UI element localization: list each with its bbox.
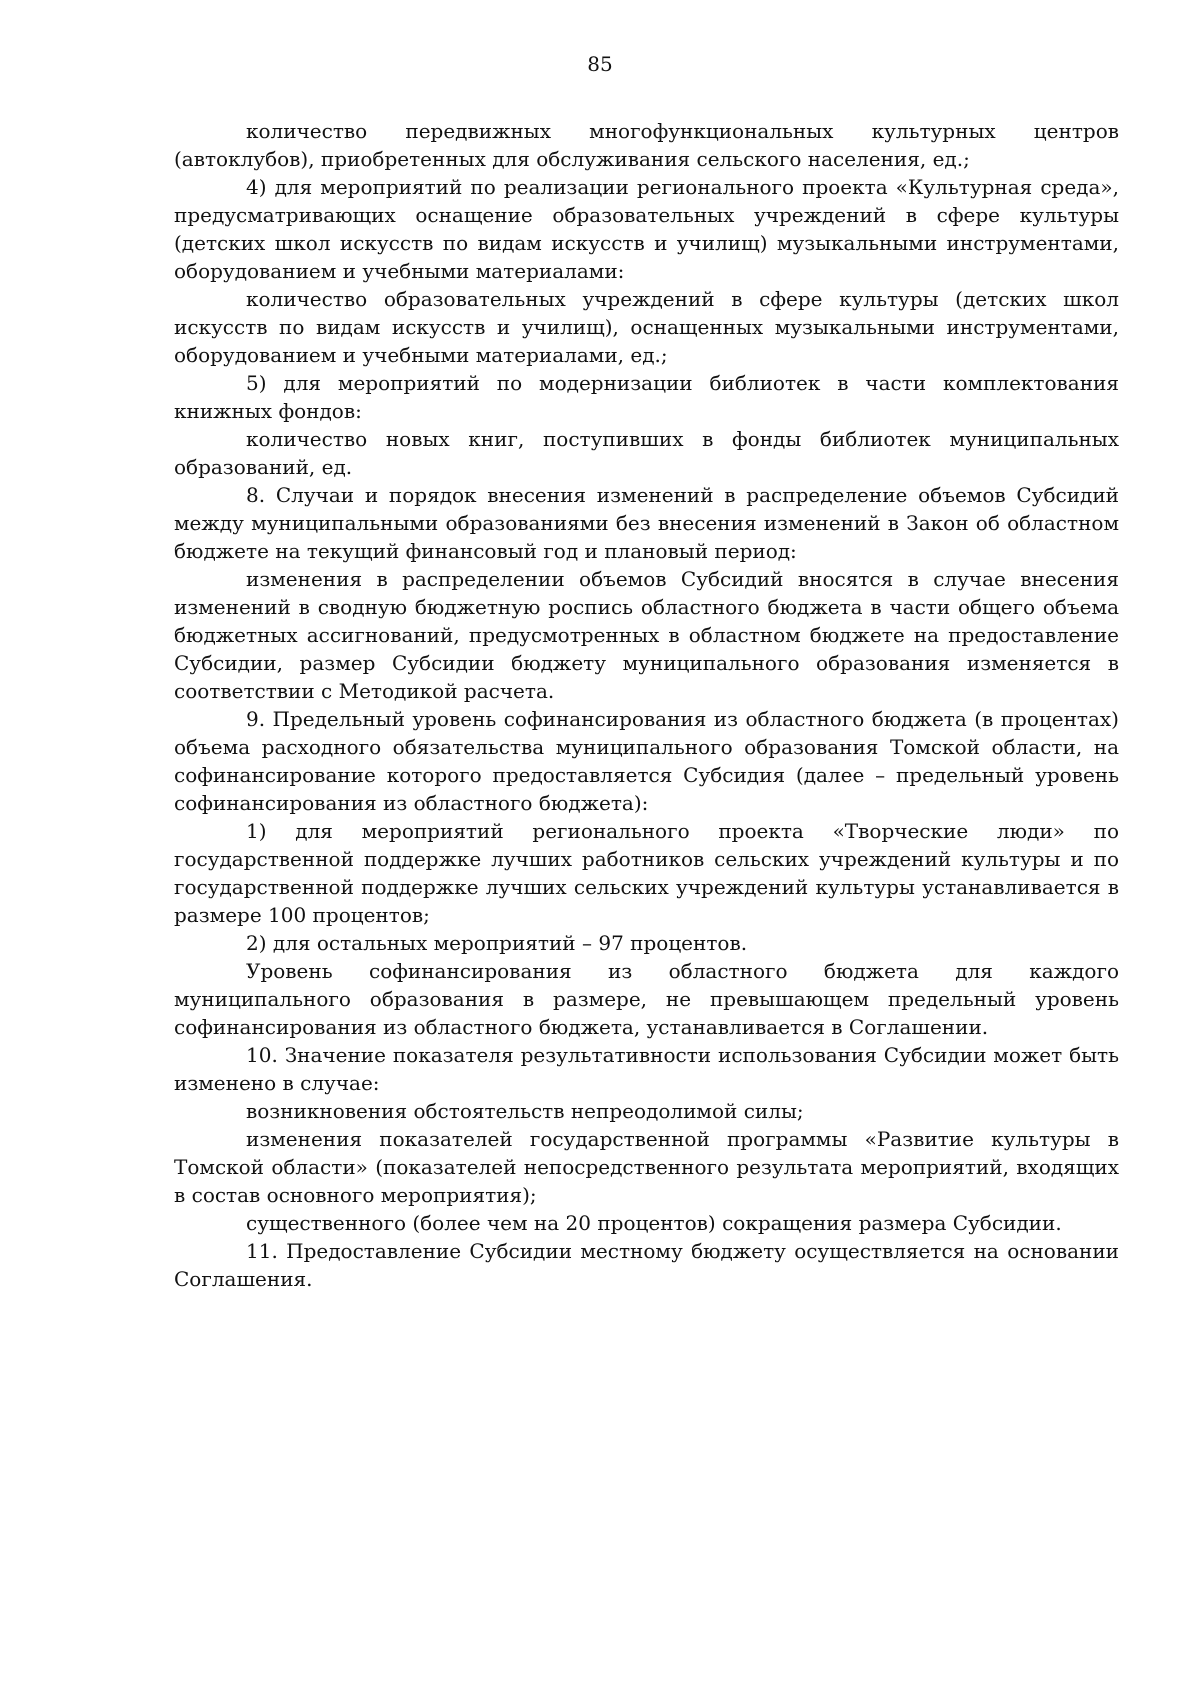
document-body [174,117,1119,1293]
paragraph: 9. Предельный уровень софинансирования из областного бюджета (в процентах) объема расходного обязательства муниципального образования Томской области, на софинансирование которого предоставляется Субсидия (далее – предельный уровень софинансирования из областного бюджета): [174,707,1119,815]
paragraph: существенного (более чем на 20 процентов) сокращения размера Субсидии. [246,1211,1062,1235]
paragraph: 5) для мероприятий по модернизации библиотек в части комплектования книжных фондов: [174,371,1119,423]
paragraph: 2) для остальных мероприятий – 97 процентов. [246,931,748,955]
paragraph: изменения в распределении объемов Субсидий вносятся в случае внесения изменений в сводную бюджетную роспись областного бюджета в части общего объема бюджетных ассигнований, предусмотренных в областном бюджете на предоставление Субсидии, размер Субсидии бюджету муниципального образования изменяется в соответствии с Методикой расчета. [174,567,1119,703]
paragraph: количество передвижных многофункциональных культурных центров (автоклубов), приобретенных для обслуживания сельского населения, ед.; [174,119,1119,171]
paragraph: 1) для мероприятий регионального проекта «Творческие люди» по государственной поддержке лучших работников сельских учреждений культуры и по государственной поддержке лучших сельских учреждений культуры устанавливается в размере 100 процентов; [174,819,1119,927]
paragraph: 11. Предоставление Субсидии местному бюджету осуществляется на основании Соглашения. [174,1239,1119,1291]
paragraph: Уровень софинансирования из областного бюджета для каждого муниципального образования в размере, не превышающем предельный уровень софинансирования из областного бюджета, устанавливается в Соглашении. [174,959,1119,1039]
paragraph: изменения показателей государственной программы «Развитие культуры в Томской области» (показателей непосредственного результата мероприятий, входящих в состав основного мероприятия); [174,1127,1119,1207]
paragraph: количество новых книг, поступивших в фонды библиотек муниципальных образований, ед. [174,427,1119,479]
paragraph: 4) для мероприятий по реализации регионального проекта «Культурная среда», предусматривающих оснащение образовательных учреждений в сфере культуры (детских школ искусств по видам искусств и училищ) музыкальными инструментами, оборудованием и учебными материалами: [174,175,1119,283]
paragraph: количество образовательных учреждений в сфере культуры (детских школ искусств по видам искусств и училищ), оснащенных музыкальными инструментами, оборудованием и учебными материалами, ед.; [174,287,1119,367]
paragraph: возникновения обстоятельств непреодолимой силы; [246,1099,804,1123]
page-number: 85 [587,52,613,76]
paragraph: 8. Случаи и порядок внесения изменений в распределение объемов Субсидий между муниципальными образованиями без внесения изменений в Закон об областном бюджете на текущий финансовый год и плановый период: [174,483,1119,563]
paragraph: 10. Значение показателя результативности использования Субсидии может быть изменено в случае: [174,1043,1119,1095]
